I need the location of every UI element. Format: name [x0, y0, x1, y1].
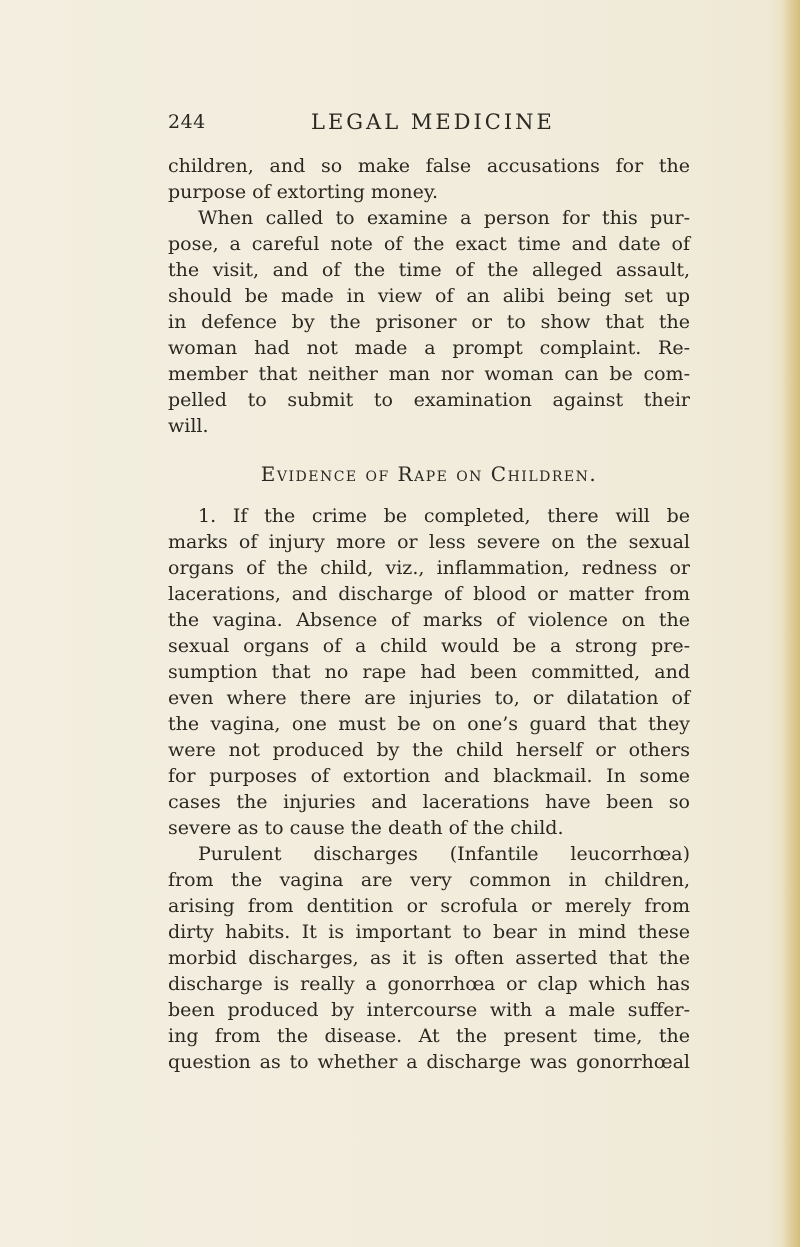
section-heading: Evidence of Rape on Children.	[260, 462, 598, 486]
text-line: children, and so make false accusations for the	[168, 155, 690, 177]
page-body	[168, 153, 690, 1075]
text-line: cases the injuries and lacerations have been so	[168, 791, 690, 813]
paragraph	[168, 841, 690, 1075]
text-line: from the vagina are very common in children,	[168, 869, 690, 891]
text-line: purpose of extorting money.	[168, 181, 439, 203]
text-line: marks of injury more or less severe on the sexual	[168, 531, 690, 553]
text-line: were not produced by the child herself or others	[168, 739, 690, 761]
text-line: Purulent discharges (Infantile leucorrhœa)	[198, 843, 690, 865]
text-line: the vagina, one must be on one’s guard that they	[168, 713, 690, 735]
text-line: ing from the disease. At the present time, the	[168, 1025, 690, 1047]
text-line: morbid discharges, as it is often asserted that the	[168, 947, 690, 969]
text-line: should be made in view of an alibi being set up	[168, 285, 690, 307]
text-line: sexual organs of a child would be a strong pre-	[168, 635, 690, 657]
text-line: for purposes of extortion and blackmail. In some	[168, 765, 690, 787]
text-line: will.	[168, 415, 209, 437]
text-line: pose, a careful note of the exact time and date of	[168, 233, 690, 255]
page-header	[0, 107, 800, 137]
paragraph	[168, 153, 690, 205]
text-line: pelled to submit to examination against their	[168, 389, 690, 411]
text-line: member that neither man nor woman can be com-	[168, 363, 690, 385]
text-line: in defence by the prisoner or to show that the	[168, 311, 690, 333]
paragraph	[168, 205, 690, 439]
text-line: discharge is really a gonorrhœa or clap which has	[168, 973, 690, 995]
page-number: 244	[168, 111, 206, 133]
running-head: LEGAL MEDICINE	[311, 110, 555, 134]
text-line: the visit, and of the time of the alleged assault,	[168, 259, 690, 281]
text-line: lacerations, and discharge of blood or matter from	[168, 583, 690, 605]
text-line: the vagina. Absence of marks of violence on the	[168, 609, 690, 631]
page-edge	[782, 0, 800, 1247]
text-line: severe as to cause the death of the child.	[168, 817, 564, 839]
text-line: 1. If the crime be completed, there will be	[198, 505, 690, 527]
text-line: question as to whether a discharge was gonorrhœal	[168, 1051, 690, 1073]
text-line: arising from dentition or scrofula or merely from	[168, 895, 690, 917]
text-line: woman had not made a prompt complaint. Re-	[168, 337, 690, 359]
text-line: been produced by intercourse with a male suffer-	[168, 999, 690, 1021]
text-line: When called to examine a person for this pur-	[198, 207, 690, 229]
text-line: sumption that no rape had been committed, and	[168, 661, 690, 683]
paragraph	[168, 503, 690, 841]
text-line: organs of the child, viz., inflammation, redness or	[168, 557, 690, 579]
text-line: dirty habits. It is important to bear in mind these	[168, 921, 690, 943]
text-line: even where there are injuries to, or dilatation of	[168, 687, 690, 709]
